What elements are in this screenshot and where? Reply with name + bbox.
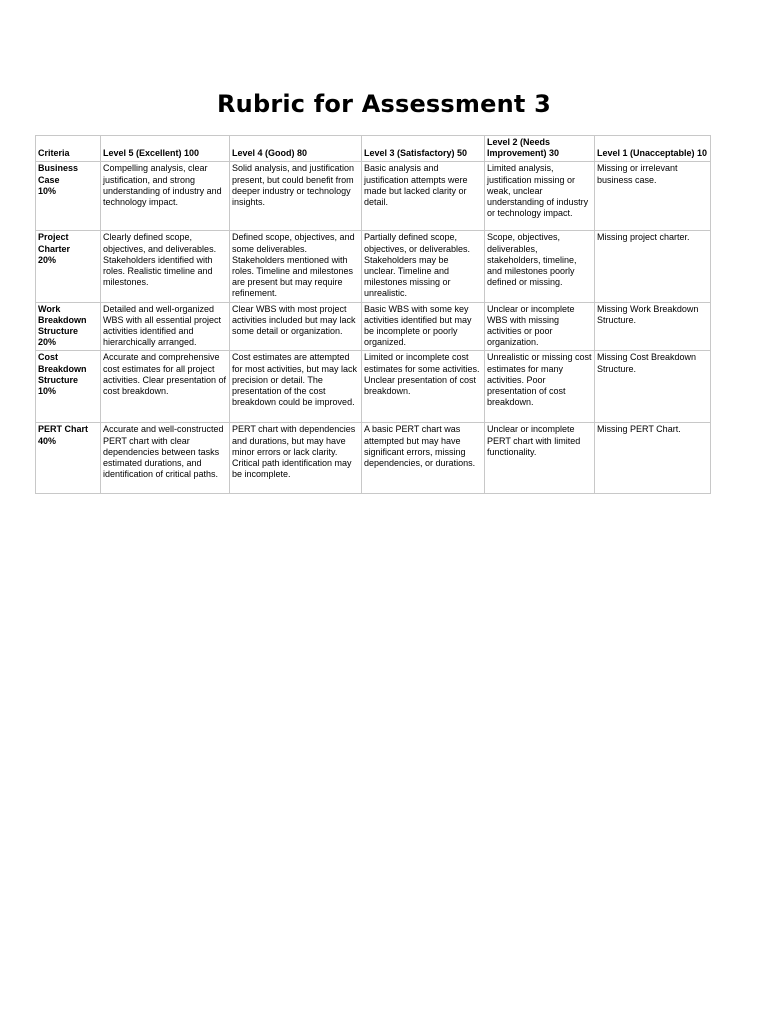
criteria-weight: 40% [38,435,57,446]
level-5-cell: Accurate and well-constructed PERT chart with clear dependencies between tasks estimated durations, and identification of critical paths. [101,423,230,494]
header-level-3: Level 3 (Satisfactory) 50 [362,136,485,162]
criteria-cell [36,423,101,494]
criteria-name: PERT Chart [38,424,89,435]
table-row [36,231,711,302]
level-1-cell: Missing Work Breakdown Structure. [595,302,711,351]
level-1-cell: Missing PERT Chart. [595,423,711,494]
criteria-name: Business Case [38,163,79,185]
level-1-cell: Missing or irrelevant business case. [595,162,711,231]
criteria-weight: 10% [38,386,57,397]
page-title: Rubric for Assessment 3 [216,90,551,118]
level-3-cell: A basic PERT chart was attempted but may have significant errors, missing dependencies, or durations. [362,423,485,494]
criteria-name: Work Breakdown Structure [38,303,87,337]
level-5-cell: Accurate and comprehensive cost estimates for all project activities. Clear presentation of cost breakdown. [101,351,230,423]
criteria-cell [36,231,101,302]
table-row [36,423,711,494]
criteria-cell [36,302,101,351]
level-4-cell: PERT chart with dependencies and durations, but may have minor errors or lack clarity. Critical path identification may be incomplete. [230,423,362,494]
level-2-cell: Unclear or incomplete WBS with missing activities or poor organization. [485,302,595,351]
criteria-weight: 10% [38,185,57,196]
level-2-cell: Unrealistic or missing cost estimates for many activities. Poor presentation of cost breakdown. [485,351,595,423]
header-criteria: Criteria [36,136,101,162]
header-level-5: Level 5 (Excellent) 100 [101,136,230,162]
criteria-weight: 20% [38,254,57,265]
criteria-cell [36,351,101,423]
level-3-cell: Basic analysis and justification attempts were made but lacked clarity or detail. [362,162,485,231]
criteria-name: Project Charter [38,232,71,254]
level-4-cell: Cost estimates are attempted for most activities, but may lack precision or detail. The presentation of the cost breakdown could be improved. [230,351,362,423]
criteria-name: Cost Breakdown Structure [38,352,87,385]
criteria-cell [36,162,101,231]
level-5-cell: Clearly defined scope, objectives, and deliverables. Stakeholders identified with roles. Realistic timeline and milestones. [101,231,230,302]
level-3-cell: Limited or incomplete cost estimates for some activities. Unclear presentation of cost breakdown. [362,351,485,423]
level-2-cell: Unclear or incomplete PERT chart with limited functionality. [485,423,595,494]
table-row [36,302,711,351]
header-level-1: Level 1 (Unacceptable) 10 [595,136,711,162]
level-2-cell: Limited analysis, justification missing or weak, unclear understanding of industry or technology impact. [485,162,595,231]
level-3-cell: Basic WBS with some key activities identified but may be incomplete or poorly organized. [362,302,485,351]
rubric-table [35,135,711,494]
table-row [36,162,711,231]
level-2-cell: Scope, objectives, deliverables, stakeholders, timeline, and milestones poorly defined or missing. [485,231,595,302]
level-1-cell: Missing Cost Breakdown Structure. [595,351,711,423]
table-row [36,351,711,423]
level-3-cell: Partially defined scope, objectives, or deliverables. Stakeholders may be unclear. Timeline and milestones missing or unrealistic. [362,231,485,302]
header-level-2: Level 2 (Needs Improvement) 30 [485,136,595,162]
header-level-4: Level 4 (Good) 80 [230,136,362,162]
level-1-cell: Missing project charter. [595,231,711,302]
header-row [36,136,711,162]
level-4-cell: Clear WBS with most project activities included but may lack some detail or organization. [230,302,362,351]
level-5-cell: Detailed and well-organized WBS with all essential project activities identified and hierarchically arranged. [101,302,230,351]
criteria-weight: 20% [38,337,57,348]
level-5-cell: Compelling analysis, clear justification, and strong understanding of industry and technology impact. [101,162,230,231]
level-4-cell: Defined scope, objectives, and some deliverables. Stakeholders mentioned with roles. Timeline and milestones are present but may require refinement. [230,231,362,302]
level-4-cell: Solid analysis, and justification present, but could benefit from deeper industry or technology insights. [230,162,362,231]
